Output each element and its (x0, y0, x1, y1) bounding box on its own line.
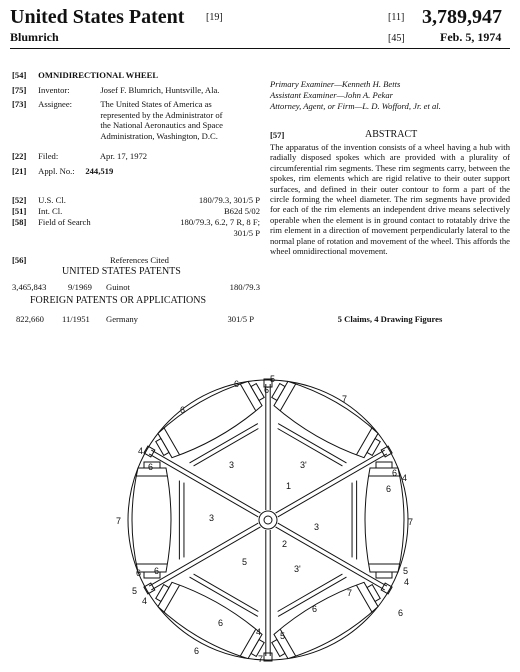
patent-number: 3,789,947 (422, 6, 502, 28)
primary-examiner: Primary Examiner—Kenneth H. Betts (270, 79, 401, 89)
reference-numeral: 4 (256, 627, 262, 637)
us-cl-value: 180/79.3, 301/5 P (198, 195, 260, 205)
reference-numeral: 5 (270, 374, 276, 384)
reference-numeral: 6 (264, 385, 270, 395)
field-code: [75] (12, 85, 27, 95)
reference-numeral: 6 (148, 462, 154, 472)
references-title: References Cited (110, 255, 169, 265)
patent-office-title: United States Patent (10, 6, 185, 28)
field-code: [58] (12, 217, 27, 227)
wheel-hub (259, 511, 277, 529)
roller-bearing (376, 462, 392, 468)
patent-ref-date: 9/1969 (68, 282, 92, 292)
search-value: 180/79.3, 6.2, 7 R, 8 F; (180, 217, 260, 227)
inventor-surname: Blumrich (10, 30, 59, 44)
reference-numeral: 7 (258, 654, 264, 664)
assignee-line: Administration, Washington, D.C. (100, 130, 218, 141)
assistant-examiner: Assistant Examiner—John A. Pekar (270, 90, 394, 100)
reference-numeral: 3 (229, 460, 235, 470)
field-label: Appl. No.: (38, 166, 75, 176)
inventor-value: Josef F. Blumrich, Huntsville, Ala. (100, 85, 220, 95)
reference-numeral: 7 (342, 394, 348, 404)
patent-ref-class: 180/79.3 (229, 282, 260, 292)
reference-numeral: 3 (209, 513, 215, 523)
abstract-text: The apparatus of the invention consists of a wheel having a hub with radially disposed spokes which are provided with a plurality of circumferential rim segments. These rim segments carry, between the spokes, rim elements which are rigid relative to their outer support surfaces, and defined in their outer contour to form a part of the circle forming the wheel diameter. The rim segments have provided for each of the rim elements an independent drive means selectively operable when the element is in ground contact to rotatably drive the rim element in a direction of movement perpendicularly lateral to the normal plane of rotation and movement of the wheel. This affords the wheel omnidirectional movement. (270, 142, 510, 257)
patent-ref-name: Guinot (106, 282, 130, 292)
reference-numeral: 6 (180, 405, 186, 415)
field-code: [54] (12, 70, 27, 80)
attorney: Attorney, Agent, or Firm—L. D. Wofford, Jr. et al. (270, 101, 441, 111)
invention-title: OMNIDIRECTIONAL WHEEL (38, 70, 159, 80)
reference-numeral: 6 (234, 379, 240, 389)
patent-ref-class: 301/5 P (227, 314, 254, 324)
abstract-title: ABSTRACT (365, 129, 418, 140)
appl-value: 244,519 (85, 166, 114, 176)
roller-body (365, 468, 404, 572)
date-code: [45] (388, 33, 405, 44)
reference-numeral: 2 (282, 539, 288, 549)
reference-numeral: 3 (314, 522, 320, 532)
reference-numeral: 6 (386, 484, 392, 494)
patent-date: Feb. 5, 1974 (440, 30, 502, 44)
reference-numeral: 3' (294, 564, 301, 574)
field-code: [22] (12, 151, 27, 161)
reference-numeral: 3' (300, 460, 307, 470)
field-label: Filed: (38, 151, 59, 161)
reference-numeral: 1 (286, 481, 292, 491)
foreign-patents-title: FOREIGN PATENTS OR APPLICATIONS (30, 295, 207, 306)
assignee-line: The United States of America as (100, 99, 212, 109)
assignee-line: the National Aeronautics and Space (100, 120, 223, 130)
field-code: [73] (12, 99, 27, 109)
filed-value: Apr. 17, 1972 (99, 151, 148, 161)
claims-text: 5 Claims, 4 Drawing Figures (337, 314, 443, 324)
reference-numeral: 6 (398, 608, 404, 618)
patent-ref-number: 822,660 (16, 314, 44, 324)
field-label: Inventor: (38, 85, 70, 95)
reference-numeral: 6 (392, 468, 398, 478)
reference-numeral: 6 (136, 568, 142, 578)
assignee-line: represented by the Administrator of (100, 109, 223, 120)
reference-numeral: 5 (242, 557, 248, 567)
rim-roller (132, 462, 171, 578)
roller-bearing (376, 572, 392, 578)
int-cl-value: B62d 5/02 (223, 206, 260, 216)
patent-ref-name: Germany (106, 314, 138, 324)
field-code: [21] (12, 166, 27, 176)
reference-numeral: 5 (280, 631, 286, 641)
field-code: [56] (12, 255, 27, 265)
patent-ref-date: 11/1951 (62, 314, 90, 324)
reference-numeral: 6 (194, 646, 200, 656)
field-label: Int. Cl. (38, 206, 63, 216)
reference-numeral: 7 (347, 588, 353, 598)
reference-numeral: 6 (218, 618, 224, 628)
reference-numeral: 4 (404, 577, 410, 587)
reference-numeral: 5 (403, 566, 409, 576)
reference-numeral: 4 (402, 473, 408, 483)
search-value-cont: 301/5 P (233, 228, 260, 238)
title-code: [19] (206, 12, 223, 23)
field-label: Assignee: (38, 99, 73, 109)
reference-numeral: 5 (132, 586, 138, 596)
rim-roller (365, 462, 404, 578)
field-code: [52] (12, 195, 27, 205)
wheel-axle (264, 516, 272, 524)
patent-ref-number: 3,465,843 (12, 282, 47, 292)
number-code: [11] (388, 12, 405, 23)
field-code: [51] (12, 206, 27, 216)
reference-numeral: 7 (408, 517, 414, 527)
reference-numeral: 7 (116, 516, 122, 526)
reference-numeral: 6 (154, 566, 160, 576)
roller-body (132, 468, 171, 572)
reference-numeral: 4 (142, 596, 148, 606)
field-code: [57] (270, 130, 285, 140)
field-label: Field of Search (38, 217, 91, 227)
us-patents-title: UNITED STATES PATENTS (62, 266, 181, 277)
reference-numeral: 4 (138, 446, 144, 456)
field-label: U.S. Cl. (38, 195, 66, 205)
reference-numeral: 6 (312, 604, 318, 614)
